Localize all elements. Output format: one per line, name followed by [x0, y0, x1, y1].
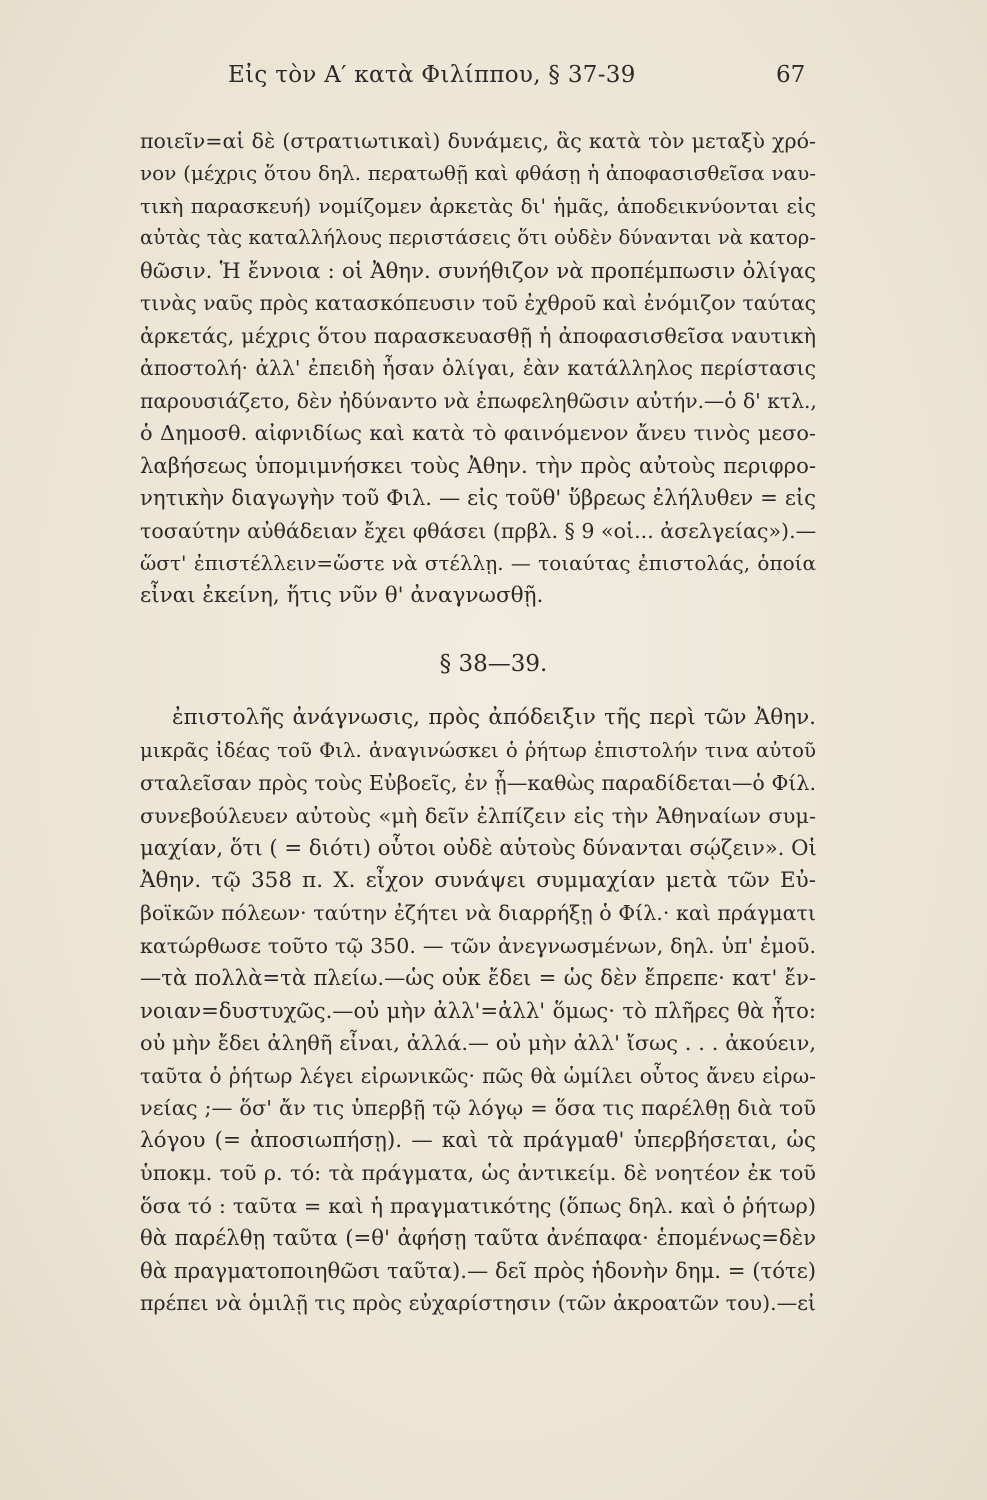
text-line: ὥστ' ἐπιστέλλειν=ὥστε νὰ στέλλῃ. — τοιαύτας ἐπιστολάς, ὁποία	[140, 551, 816, 575]
text-line: παρουσιάζετο, δὲν ἠδύναντο νὰ ἐπωφεληθῶσιν αὐτήν.—ὁ δ' κτλ.,	[140, 389, 817, 413]
text-line: τοσαύτην αὐθάδειαν ἔχει φθάσει (πρβλ. § 9 «οἱ... ἀσελγείας»).—	[140, 519, 817, 543]
text-line: μικρᾶς ἰδέας τοῦ Φιλ. ἀναγινώσκει ὁ ῥήτωρ ἐπιστολήν τινα αὐτοῦ	[140, 739, 816, 762]
page-number: 67	[776, 62, 806, 88]
text-line: κατώρθωσε τοῦτο τῷ 350. — τῶν ἀνεγνωσμένων, δηλ. ὑπ' ἐμοῦ.	[140, 934, 816, 958]
text-line: ταῦτα ὁ ῥήτωρ λέγει εἰρωνικῶς· πῶς θὰ ὡμίλει οὗτος ἄνευ εἰρω-	[140, 1064, 816, 1088]
text-line: συνεβούλευεν αὐτοὺς «μὴ δεῖν ἐλπίζειν εἰς τὴν Ἀθηναίων συμ-	[140, 804, 816, 828]
text-line: θῶσιν. Ἡ ἔννοια : οἱ Ἀθην. συνήθιζον νὰ προπέμπωσιν ὀλίγας	[140, 258, 816, 283]
text-line: θὰ παρέλθῃ ταῦτα (=θ' ἀφήσῃ ταῦτα ἀνέπαφα· ἑπομένως=δὲν	[140, 1225, 816, 1250]
running-header	[0, 62, 987, 98]
text-line: ὁ Δημοσθ. αἰφνιδίως καὶ κατὰ τὸ φαινόμενον ἄνευ τινὸς μεσο-	[140, 421, 816, 445]
running-title: Εἰς τὸν Α′ κατὰ Φιλίππου, § 37-39	[228, 62, 636, 88]
text-line: Ἀθην. τῷ 358 π. Χ. εἶχον συνάψει συμμαχίαν μετὰ τῶν Εὐ-	[140, 868, 816, 893]
text-line: ὅσα τό : ταῦτα = καὶ ἡ πραγματικότης (ὅπως δηλ. καὶ ὁ ῥήτωρ)	[140, 1194, 816, 1218]
text-line: ποιεῖν=αἱ δὲ (στρατιωτικαὶ) δυνάμεις, ἃς κατὰ τὸν μεταξὺ χρό-	[140, 129, 816, 153]
text-line: εἶναι ἐκείνη, ἥτις νῦν θ' ἀναγνωσθῇ.	[140, 583, 544, 608]
text-line: νον (μέχρις ὅτου δηλ. περατωθῇ καὶ φθάσῃ ἡ ἀποφασισθεῖσα ναυ-	[140, 161, 816, 185]
text-line: βοϊκῶν πόλεων· ταύτην ἐζήτει νὰ διαρρήξῃ ὁ Φίλ.· καὶ πράγματι	[140, 901, 816, 925]
text-line: νητικὴν διαγωγὴν τοῦ Φιλ. — εἰς τοῦθ' ὕβρεως ἐλήλυθεν = εἰς	[140, 485, 816, 510]
text-line: πρέπει νὰ ὁμιλῇ τις πρὸς εὐχαρίστησιν (τῶν ἀκροατῶν του).—εἰ	[140, 1291, 816, 1315]
text-line: ὑποκμ. τοῦ ρ. τό: τὰ πράγματα, ὡς ἀντικείμ. δὲ νοητέον ἐκ τοῦ	[140, 1161, 816, 1185]
text-line: μαχίαν, ὅτι ( = διότι) οὗτοι οὐδὲ αὑτοὺς δύνανται σῴζειν». Οἱ	[140, 835, 817, 860]
text-line: σταλεῖσαν πρὸς τοὺς Εὐβοεῖς, ἐν ᾗ—καθὼς παραδίδεται—ὁ Φίλ.	[140, 771, 816, 795]
text-line: τινὰς ναῦς πρὸς κατασκόπευσιν τοῦ ἐχθροῦ καὶ ἐνόμιζον ταύτας	[140, 291, 816, 315]
text-line: λόγου (= ἀποσιωπήσῃ). — καὶ τὰ πράγμαθ' ὑπερβήσεται, ὡς	[140, 1128, 816, 1153]
text-line: λαβήσεως ὑπομιμνήσκει τοὺς Ἀθην. τὴν πρὸς αὐτοὺς περιφρο-	[140, 453, 816, 478]
text-line: νοιαν=δυστυχῶς.—οὐ μὴν ἀλλ'=ἀλλ' ὅμως· τὸ πλῆρες θὰ ἦτο:	[140, 998, 816, 1023]
text-line: ἐπιστολῆς ἀνάγνωσις, πρὸς ἀπόδειξιν τῆς περὶ τῶν Ἀθην.	[172, 705, 816, 730]
text-line: οὐ μὴν ἔδει ἀληθῆ εἶναι, ἀλλά.— οὐ μὴν ἀλλ' ἴσως . . . ἀκούειν,	[140, 1031, 816, 1055]
text-line: αὐτὰς τὰς καταλλήλους περιστάσεις ὅτι οὐδὲν δύνανται νὰ κατορ-	[140, 226, 816, 249]
text-line: ἀρκετάς, μέχρις ὅτου παρασκευασθῇ ἡ ἀποφασισθεῖσα ναυτικὴ	[140, 324, 816, 348]
text-line: ἀποστολή· ἀλλ' ἐπειδὴ ἦσαν ὀλίγαι, ἐὰν κατάλληλος περίστασις	[140, 356, 816, 380]
text-line: νείας ;— ὅσ' ἄν τις ὑπερβῇ τῷ λόγῳ = ὅσα τις παρέλθῃ διὰ τοῦ	[140, 1096, 816, 1120]
text-line: τικὴ παρασκευή) νομίζομεν ἀρκετὰς δι' ἡμᾶς, ἀποδεικνύονται εἰς	[140, 194, 816, 218]
text-line: —τὰ πολλὰ=τὰ πλείω.—ὡς οὐκ ἔδει = ὡς δὲν ἔπρεπε· κατ' ἔν-	[140, 965, 816, 990]
section-heading: § 38—39.	[439, 651, 548, 677]
text-line: θὰ πραγματοποιηθῶσι ταῦτα).— δεῖ πρὸς ἡδονὴν δημ. = (τότε)	[140, 1258, 816, 1283]
